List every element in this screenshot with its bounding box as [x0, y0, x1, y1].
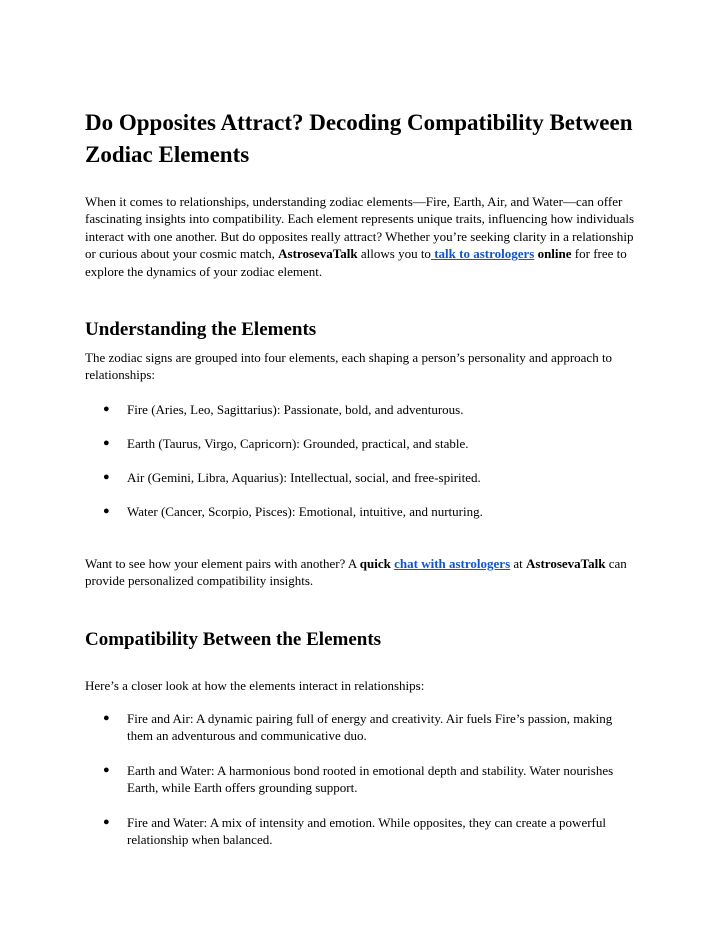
intro-text-1: When it comes to relationships, understanding zodiac elements—Fire, Earth, Air, and Water—can offer fascinating insights into compatibility. Each element represents unique traits, influencing how individuals interact with one another. But do opposites really attract? Whether you’re seeking clarity in a relationship or curious about your cosmic match, — [85, 194, 635, 262]
intro-paragraph — [85, 193, 637, 280]
cta-paragraph — [85, 555, 637, 590]
list-item: ● Fire and Air: A dynamic pairing full of energy and creativity. Air fuels Fire’s passion, making them an adventurous and communicative duo. — [103, 711, 613, 744]
cta-bold-quick: quick — [359, 556, 391, 571]
bullet-icon: ● — [103, 505, 110, 518]
bullet-icon: ● — [103, 763, 110, 776]
section-compatibility-text: Here’s a closer look at how the elements interact in relationships: — [85, 678, 425, 693]
list-item: ● Earth (Taurus, Virgo, Capricorn): Grounded, practical, and stable. — [103, 436, 469, 452]
brand-name: AstrosevaTalk — [278, 246, 358, 262]
cta-text-3: can provide personalized compatibility insights. — [85, 556, 627, 589]
list-item: ● Water (Cancer, Scorpio, Pisces): Emotional, intuitive, and nurturing. — [103, 504, 483, 520]
compatibility-list — [85, 710, 625, 848]
cta-text-2: at — [510, 556, 527, 571]
bullet-icon: ● — [103, 471, 110, 484]
chat-with-astrologers-link[interactable]: chat with astrologers — [394, 556, 511, 571]
brand-name: AstrosevaTalk — [526, 556, 606, 571]
list-item: ● Air (Gemini, Libra, Aquarius): Intellectual, social, and free-spirited. — [103, 470, 481, 486]
section-elements-text: The zodiac signs are grouped into four elements, each shaping a person’s personality and approach to relationships: — [85, 350, 613, 383]
elements-list — [85, 401, 625, 521]
page-title: Do Opposites Attract? Decoding Compatibility Between Zodiac Elements — [85, 110, 633, 167]
bullet-icon: ● — [103, 712, 110, 724]
intro-bold-online: online — [534, 246, 572, 262]
bullet-icon: ● — [103, 437, 110, 450]
list-item: ● Fire (Aries, Leo, Sagittarius): Passionate, bold, and adventurous. — [103, 402, 464, 417]
section-heading-elements: Understanding the Elements — [85, 319, 317, 340]
section-heading-compatibility: Compatibility Between the Elements — [85, 629, 382, 650]
intro-text-3: for free to explore the dynamics of your zodiac element. — [85, 246, 627, 279]
list-item: ● Fire and Water: A mix of intensity and emotion. While opposites, they can create a powerful relationship when balanced. — [103, 814, 606, 848]
cta-text-1: Want to see how your element pairs with another? A — [85, 556, 360, 571]
list-item: ● Earth and Water: A harmonious bond rooted in emotional depth and stability. Water nourishes Earth, while Earth offers grounding support. — [103, 762, 614, 796]
bullet-icon: ● — [103, 815, 110, 828]
intro-text-2: allows you to — [357, 246, 431, 262]
bullet-icon: ● — [103, 403, 110, 415]
talk-to-astrologers-link[interactable]: talk to astrologers — [430, 246, 535, 262]
